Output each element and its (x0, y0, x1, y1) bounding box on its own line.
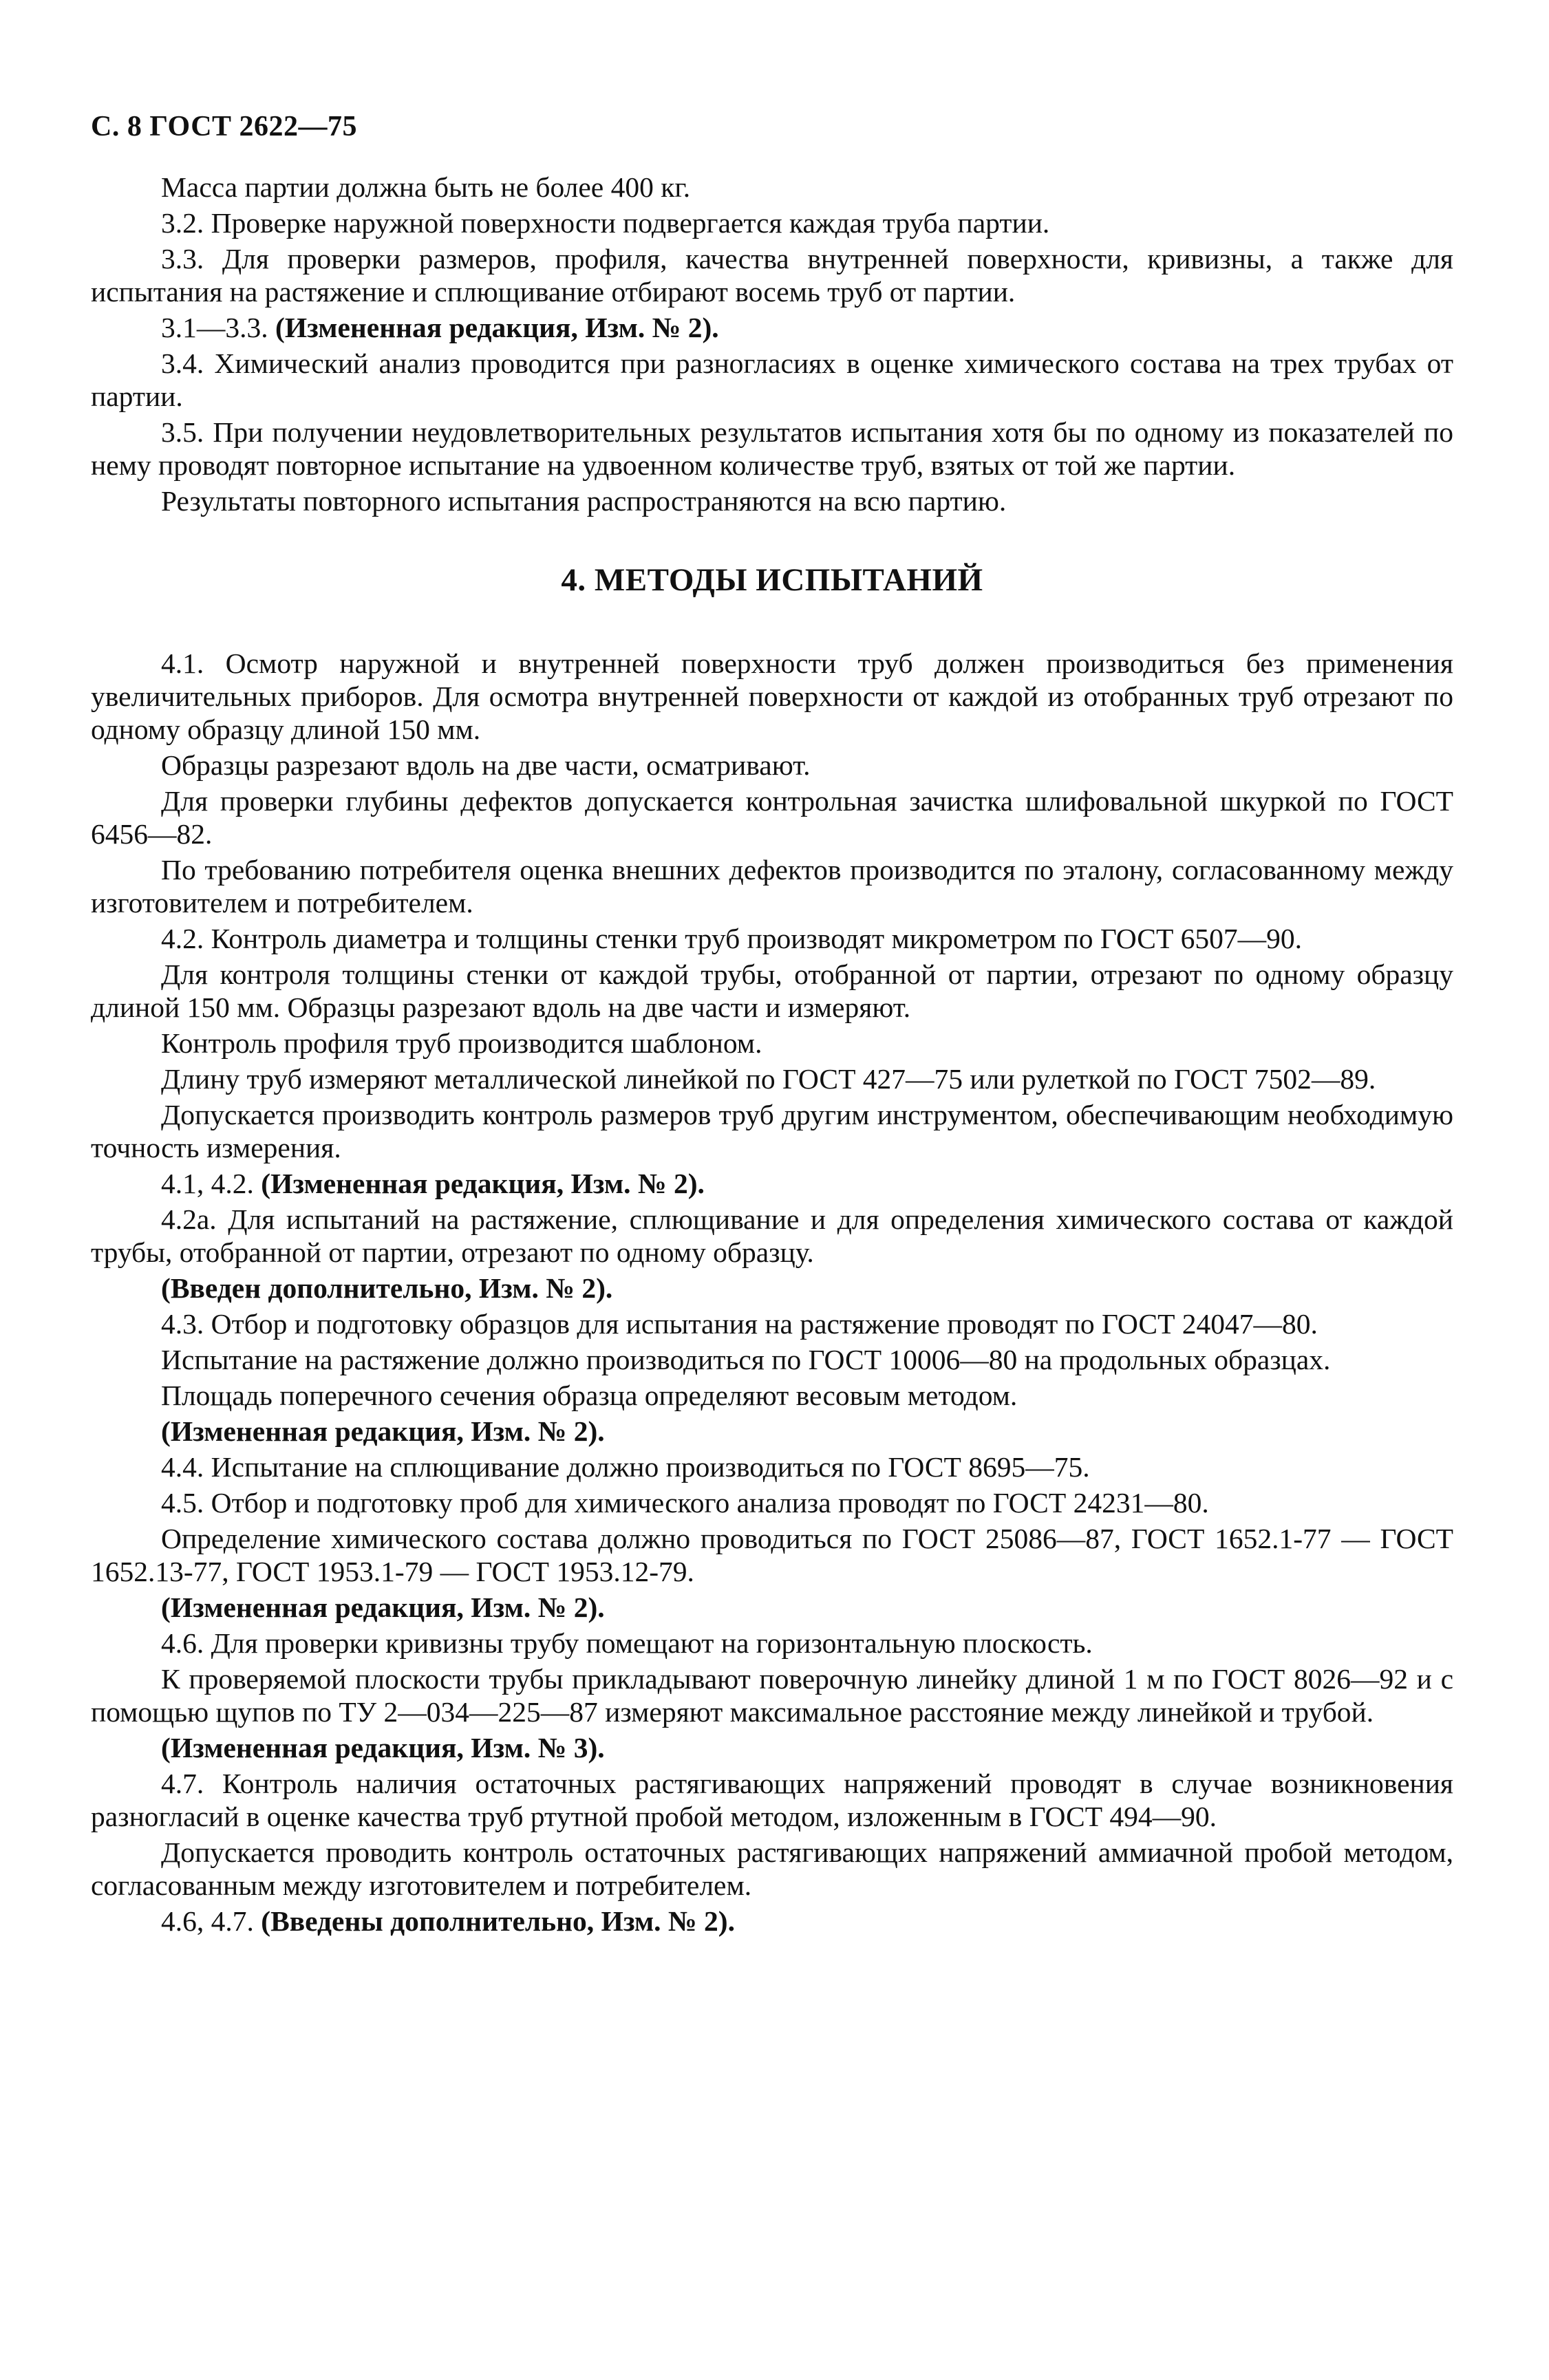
paragraph (91, 1098, 1453, 1164)
clause-reference: 3.1—3.3. (161, 312, 275, 343)
clause-reference: 4.1, 4.2. (161, 1168, 261, 1199)
amendment-note: (Измененная редакция, Изм. № 2). (161, 1591, 605, 1623)
paragraph-text: Для проверки глубины дефектов допускается контрольная зачистка шлифовальной шкуркой по ГОСТ 6456—82. (91, 785, 1453, 850)
paragraph (91, 1167, 1453, 1200)
paragraph-text: Длину труб измеряют металлической линейкой по ГОСТ 427—75 или рулеткой по ГОСТ 7502—89. (161, 1063, 1376, 1095)
section-4-block (91, 647, 1453, 1938)
clause-reference: 4.6, 4.7. (161, 1905, 261, 1937)
paragraph (91, 206, 1453, 239)
paragraph-text: Масса партии должна быть не более 400 кг. (161, 171, 691, 203)
paragraph (91, 958, 1453, 1024)
paragraph-text: 4.5. Отбор и подготовку проб для химического анализа проводят по ГОСТ 24231—80. (161, 1487, 1209, 1519)
paragraph (91, 1522, 1453, 1588)
paragraph-text: Допускается производить контроль размеров труб другим инструментом, обеспечивающим необходимую точность измерения. (91, 1099, 1453, 1164)
paragraph-text: Испытание на растяжение должно производиться по ГОСТ 10006—80 на продольных образцах. (161, 1344, 1331, 1375)
paragraph (91, 1415, 1453, 1448)
clause-3-block (91, 171, 1453, 517)
paragraph-text: 4.3. Отбор и подготовку образцов для испытания на растяжение проводят по ГОСТ 24047—80. (161, 1308, 1318, 1340)
document-page (91, 110, 1453, 1940)
paragraph (91, 1905, 1453, 1938)
paragraph-text: 4.2. Контроль диаметра и толщины стенки труб производят микрометром по ГОСТ 6507—90. (161, 923, 1303, 954)
paragraph-text: 3.3. Для проверки размеров, профиля, качества внутренней поверхности, кривизны, а также для испытания на растяжение и сплющивание отбирают восемь труб от партии. (91, 243, 1453, 308)
paragraph-text: По требованию потребителя оценка внешних дефектов производится по эталону, согласованному между изготовителем и потребителем. (91, 854, 1453, 919)
paragraph (91, 1767, 1453, 1833)
paragraph-text: 3.4. Химический анализ проводится при разногласиях в оценке химического состава на трех трубах от партии. (91, 347, 1453, 412)
amendment-note: (Введен дополнительно, Изм. № 2). (161, 1272, 613, 1304)
paragraph (91, 1307, 1453, 1340)
paragraph (91, 1379, 1453, 1412)
paragraph (91, 1731, 1453, 1764)
paragraph (91, 1203, 1453, 1269)
paragraph (91, 1343, 1453, 1376)
amendment-note: (Измененная редакция, Изм. № 2). (275, 312, 719, 343)
paragraph-text: 4.4. Испытание на сплющивание должно производиться по ГОСТ 8695—75. (161, 1451, 1090, 1483)
paragraph (91, 1591, 1453, 1624)
amendment-note: (Введены дополнительно, Изм. № 2). (261, 1905, 735, 1937)
paragraph-text: К проверяемой плоскости трубы прикладывают поверочную линейку длиной 1 м по ГОСТ 8026—92 и с помощью щупов по ТУ 2—034—225—87 измеряют максимальное расстояние между линейкой и трубой. (91, 1663, 1453, 1728)
paragraph (91, 784, 1453, 850)
amendment-note: (Измененная редакция, Изм. № 2). (161, 1415, 605, 1447)
paragraph (91, 1027, 1453, 1060)
paragraph (91, 1627, 1453, 1660)
paragraph (91, 242, 1453, 308)
paragraph-text: Площадь поперечного сечения образца определяют весовым методом. (161, 1380, 1018, 1411)
paragraph (91, 1272, 1453, 1305)
paragraph (91, 171, 1453, 204)
amendment-note: (Измененная редакция, Изм. № 2). (261, 1168, 705, 1199)
paragraph (91, 1662, 1453, 1728)
amendment-note: (Измененная редакция, Изм. № 3). (161, 1732, 605, 1763)
paragraph-text: 4.6. Для проверки кривизны трубу помещают на горизонтальную плоскость. (161, 1627, 1093, 1659)
paragraph (91, 1450, 1453, 1483)
paragraph (91, 347, 1453, 413)
page-header: С. 8 ГОСТ 2622—75 (91, 111, 358, 142)
paragraph-text: Образцы разрезают вдоль на две части, осматривают. (161, 749, 811, 781)
paragraph (91, 416, 1453, 482)
paragraph-text: Контроль профиля труб производится шаблоном. (161, 1027, 762, 1059)
paragraph-text: Допускается проводить контроль остаточных растягивающих напряжений аммиачной пробой методом, согласованным между изготовителем и потребителем. (91, 1836, 1453, 1901)
paragraph (91, 647, 1453, 746)
paragraph (91, 1486, 1453, 1519)
paragraph-text: 4.2а. Для испытаний на растяжение, сплющивание и для определения химического состава от каждой трубы, отобранной от партии, отрезают по одному образцу. (91, 1203, 1453, 1268)
paragraph-text: 3.5. При получении неудовлетворительных результатов испытания хотя бы по одному из показателей по нему проводят повторное испытание на удвоенном количестве труб, взятых от той же партии. (91, 416, 1453, 481)
paragraph (91, 749, 1453, 782)
paragraph (91, 1062, 1453, 1095)
section-title: 4. МЕТОДЫ ИСПЫТАНИЙ (561, 562, 983, 598)
paragraph-text: Определение химического состава должно проводиться по ГОСТ 25086—87, ГОСТ 1652.1-77 — ГОСТ 1652.13-77, ГОСТ 1953.1-79 — ГОСТ 1953.12-79. (91, 1523, 1453, 1587)
paragraph (91, 922, 1453, 955)
paragraph-text: 3.2. Проверке наружной поверхности подвергается каждая труба партии. (161, 207, 1050, 239)
paragraph-text: 4.7. Контроль наличия остаточных растягивающих напряжений проводят в случае возникновения разногласий в оценке качества труб ртутной пробой методом, изложенным в ГОСТ 494—90. (91, 1768, 1453, 1832)
paragraph (91, 853, 1453, 919)
paragraph-text: 4.1. Осмотр наружной и внутренней поверхности труб должен производиться без применения увеличительных приборов. Для осмотра внутренней поверхности от каждой из отобранных труб отрезают по одному образцу длиной 150 мм. (91, 647, 1453, 745)
paragraph (91, 311, 1453, 344)
paragraph (91, 484, 1453, 517)
paragraph-text: Для контроля толщины стенки от каждой трубы, отобранной от партии, отрезают по одному образцу длиной 150 мм. Образцы разрезают вдоль на две части и измеряют. (91, 958, 1453, 1023)
paragraph-text: Результаты повторного испытания распространяются на всю партию. (161, 485, 1007, 517)
paragraph (91, 1836, 1453, 1902)
